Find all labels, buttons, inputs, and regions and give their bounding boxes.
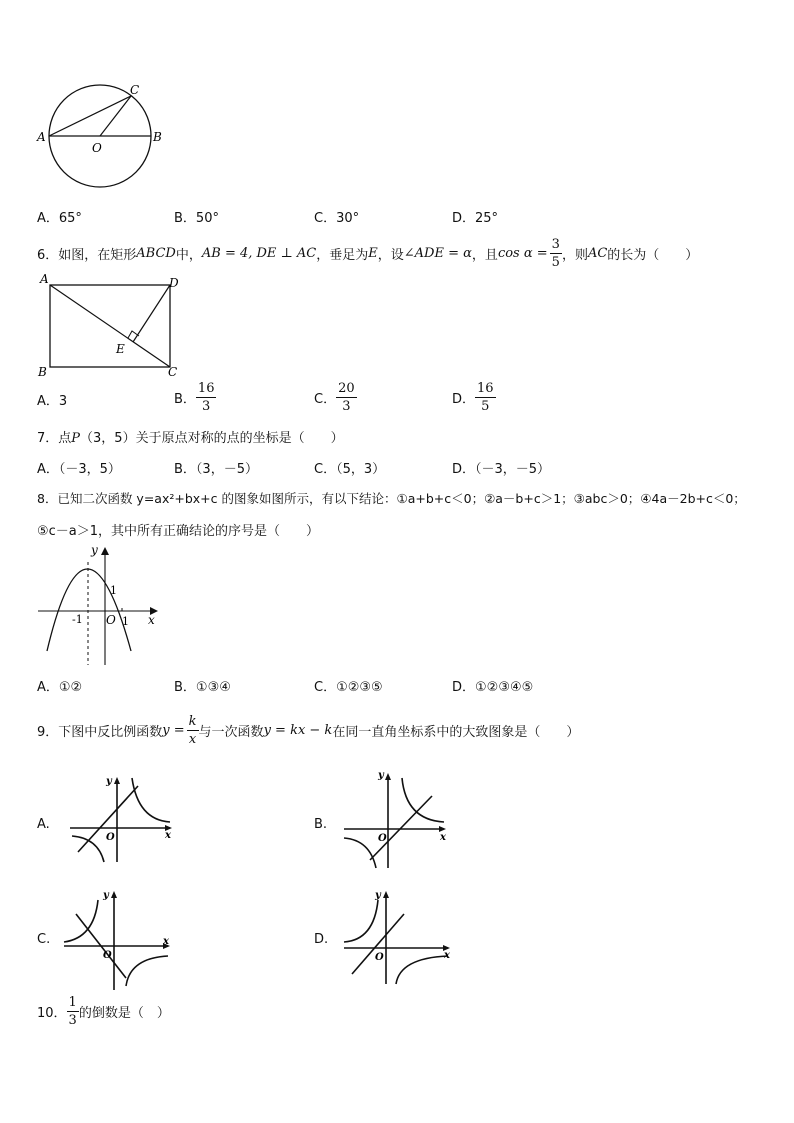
q7-text-1: 7．点 [37,431,72,446]
q7-option-c[interactable]: C．（5，3） [314,462,386,477]
q10-fraction [67,996,79,1027]
q6-option-c[interactable] [314,380,357,414]
numerator: 1 [68,994,77,1010]
q7-stem [37,427,344,446]
q8-option-b[interactable]: B．①③④ [174,680,231,695]
q6-option-c-fraction [336,382,357,413]
q5-option-d[interactable]: D．25° [452,211,499,226]
d-label-x: x [444,950,450,961]
denominator: 3 [202,398,211,414]
graph-label-1-x: 1 [122,615,129,628]
a-label-O: O [106,832,115,843]
q9-option-b-graph[interactable] [340,768,452,872]
q8-stem-line-2: ⑤c－a＞1，其中所有正确结论的序号是（ ） [37,524,320,539]
q10-number: 10． [37,1005,67,1021]
q6-option-c-label: C． [314,391,337,407]
graph-label-1-y: 1 [110,584,117,597]
label-C: C [130,83,140,97]
graph-label-neg1: -1 [72,613,83,626]
q6-cos: cos α = [497,245,548,261]
label-B: B [153,130,162,144]
a-label-x: x [165,830,171,841]
d-label-y: y [375,890,381,901]
q8-option-d[interactable]: D．①②③④⑤ [452,680,534,695]
c-label-y: y [103,890,109,901]
q6-option-b-fraction [196,382,217,413]
q5-option-b[interactable]: B．50° [174,211,219,226]
label-O: O [92,141,102,155]
q5-option-a[interactable]: A．65° [37,211,82,226]
q6-text-2: 中， [175,247,202,263]
q9-function-1: y = [162,722,185,738]
q8-stem-line-1: 8．已知二次函数 y=ax²+bx+c 的图象如图所示，有以下结论：①a+b+c＜0；②a－b+c＞1；③abc＞0；④4a－2b+c＜0； [37,491,746,506]
q6-rect-name: ABCD [136,245,176,261]
q9-text-2: 与一次函数 [198,724,264,740]
q9-option-c-graph[interactable] [60,886,178,994]
b-label-x: x [440,832,446,843]
q9-option-c-label[interactable]: C. [37,932,51,947]
numerator: 20 [338,380,355,396]
denominator: 5 [481,398,490,414]
q6-option-b[interactable] [174,380,216,414]
rect-label-D: D [169,276,179,290]
rect-label-B: B [38,365,47,379]
q6-option-b-label: B． [174,391,196,407]
rect-label-A: A [40,272,49,286]
c-label-x: x [163,936,169,947]
q6-stem [37,236,698,270]
q9-option-d-graph[interactable] [340,886,458,986]
q9-option-b-label[interactable]: B. [314,817,328,832]
parabola-graph [34,540,164,670]
q6-cos-numerator: 3 [551,236,560,252]
graph-label-O: O [106,613,116,627]
a-label-y: y [106,776,112,787]
q8-option-a[interactable]: A．①② [37,680,83,695]
q7-option-d[interactable]: D．（－3，－5） [452,462,551,477]
q6-point-e: E [368,245,378,261]
denominator: x [188,731,197,747]
q6-option-a[interactable]: A．3 [37,394,68,409]
rect-label-E: E [116,342,125,356]
q6-cos-fraction [550,238,562,269]
q6-option-d[interactable] [452,380,496,414]
q10-stem [37,993,170,1029]
denominator: 3 [342,398,351,414]
q9-function-2: y = kx − k [263,722,333,738]
q9-stem [37,712,579,748]
q9-text-3: 在同一直角坐标系中的大致图象是（ ） [332,724,580,740]
q7-option-a[interactable]: A．（－3，5） [37,462,121,477]
circle-figure [34,80,174,192]
graph-label-y: y [91,543,98,557]
q7-option-b[interactable]: B．（3，－5） [174,462,258,477]
numerator: 16 [197,380,215,396]
q6-angle: ∠ADE = α [403,245,472,261]
q6-text-7: 的长为（ ） [607,247,699,263]
q9-text-1: 9．下图中反比例函数 [37,724,163,740]
q6-number: 6． [37,247,59,263]
q6-condition: AB = 4, DE ⊥ AC [201,245,317,261]
q6-text-4: ，设 [377,247,404,263]
q6-text-6: ，则 [561,247,588,263]
q9-function-1-fraction [187,715,199,746]
b-label-y: y [378,770,384,781]
q6-text-1: 如图，在矩形 [58,247,137,263]
q9-option-a-label[interactable]: A. [37,817,50,832]
q6-cos-denominator: 5 [551,254,560,270]
d-label-O: O [375,952,384,963]
q6-text-5: ，且 [471,247,498,263]
q6-ac: AC [587,245,608,261]
numerator: k [188,713,197,729]
rectangle-figure [34,272,184,382]
numerator: 16 [477,380,494,396]
c-label-O: O [103,950,112,961]
q6-text-3: ，垂足为 [316,247,369,263]
label-A: A [37,130,46,144]
denominator: 3 [68,1012,77,1028]
q6-option-d-fraction [475,382,496,413]
q9-option-a-graph[interactable] [66,772,178,864]
q7-text-2: （3，5）关于原点对称的点的坐标是（ ） [80,431,344,446]
q6-option-d-label: D． [452,391,476,407]
b-label-O: O [378,833,387,844]
q10-text: 的倒数是（ ） [78,1005,170,1021]
q8-option-c[interactable]: C．①②③⑤ [314,680,383,695]
q5-option-c[interactable]: C．30° [314,211,360,226]
rect-label-C: C [168,365,178,379]
graph-label-x: x [148,613,155,627]
q7-point-p: P [71,431,81,446]
q9-option-d-label[interactable]: D. [314,932,329,947]
